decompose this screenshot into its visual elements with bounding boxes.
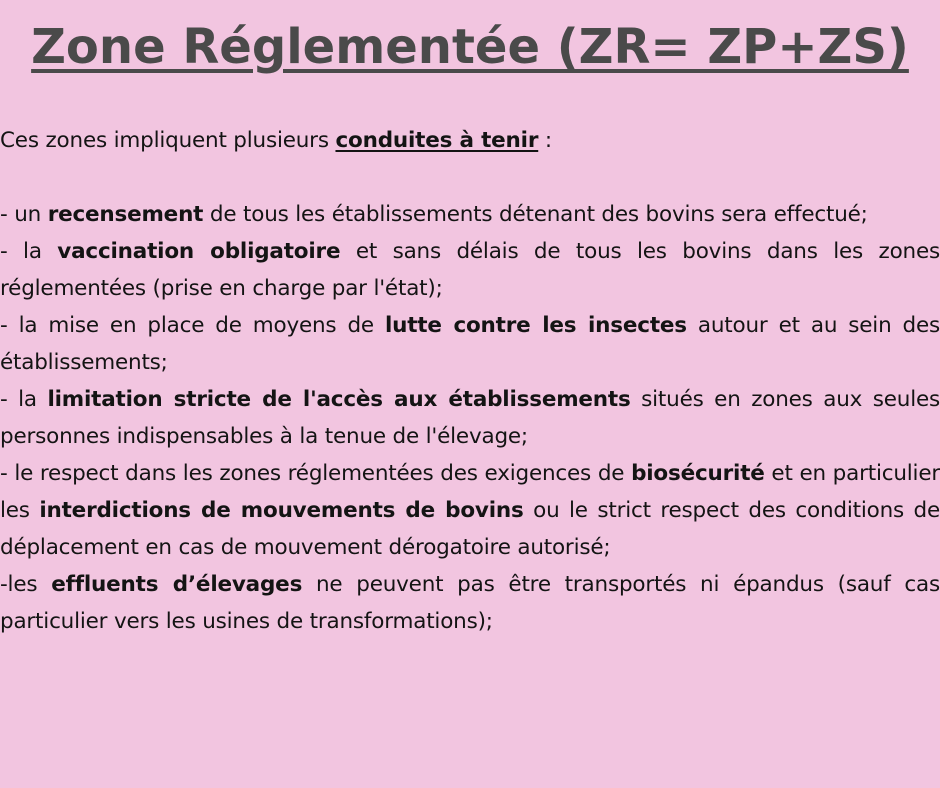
item-text: - la [0,239,58,264]
list-item-biosecurite [0,455,940,566]
item-keyword: recensement [47,202,204,227]
item-text: -les [0,572,52,597]
intro-colon: : [538,128,552,153]
item-keyword: effluents d’élevages [51,572,303,597]
list-item-effluents [0,566,940,640]
item-text: situés en zones aux seules personnes indispensables à la tenue de l'élevage; [0,387,940,449]
item-keyword: biosécurité [631,461,765,486]
intro-paragraph [0,122,940,159]
item-text: et en particulier les [0,461,940,523]
document-body [0,122,940,640]
item-keyword: limitation stricte de l'accès aux établissements [47,387,631,412]
page-title: Zone Réglementée (ZR= ZP+ZS) [31,19,909,75]
item-keyword: vaccination obligatoire [57,239,341,264]
item-text: de tous les établissements détenant des bovins sera effectué; [203,202,868,227]
list-item-recensement [0,196,940,233]
item-text: autour et au sein des établissements; [0,313,940,375]
item-text: - la [0,387,48,412]
item-text: ou le strict respect des conditions de déplacement en cas de mouvement dérogatoire autorisé; [0,498,940,560]
item-text: - le respect dans les zones réglementées des exigences de [0,461,632,486]
intro-keyword: conduites à tenir [335,128,539,153]
item-text: et sans délais de tous les bovins dans les zones réglementées (prise en charge par l'état); [0,239,940,301]
item-keyword: lutte contre les insectes [384,313,687,338]
list-item-insectes [0,307,940,381]
intro-text: Ces zones impliquent plusieurs [0,128,336,153]
item-text: - un [0,202,48,227]
item-keyword: interdictions de mouvements de bovins [39,498,524,523]
list-item-acces [0,381,940,455]
item-text: ne peuvent pas être transportés ni épandus (sauf cas particulier vers les usines de transformations); [0,572,940,634]
list-item-vaccination [0,233,940,307]
item-text: - la mise en place de moyens de [0,313,385,338]
